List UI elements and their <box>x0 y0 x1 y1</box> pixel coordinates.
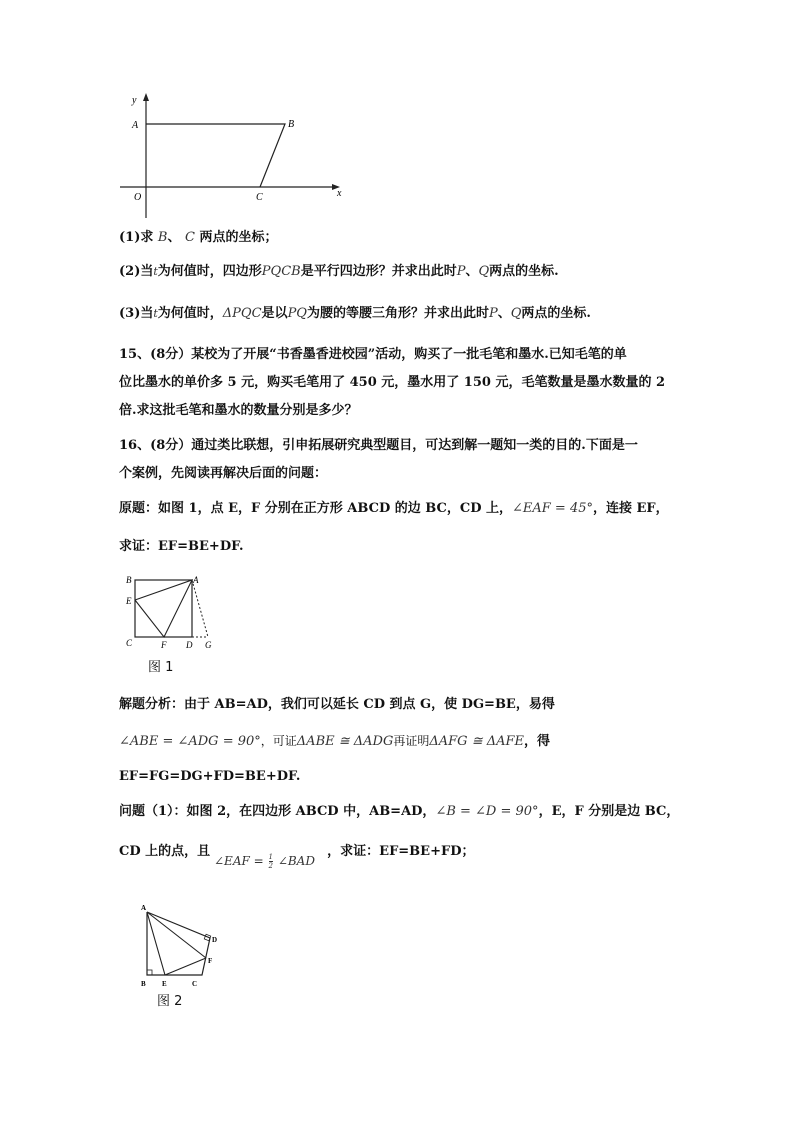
analysis-line-2: ∠ABE = ∠ADG = 90°，可证ΔABE ≅ ΔADG再证明ΔAFG ≅ ΔAFE，得 <box>119 734 551 749</box>
fig2-label-f: F <box>208 957 213 965</box>
segment-af <box>147 912 206 958</box>
figure-1 <box>120 572 220 654</box>
problem-16-line-2: 个案例，先阅读再解决后面的问题： <box>119 466 328 481</box>
fig1-label-g: G <box>205 640 212 650</box>
problem-16-line-1: 16、(8分）通过类比联想，引申拓展研究典型题目，可达到解一题知一类的目的.下面是一 <box>119 438 638 453</box>
label-c: C <box>256 192 263 203</box>
fig1-label-d: D <box>186 640 193 650</box>
problem-15-line-1: 15、(8分）某校为了开展“书香墨香进校园”活动，购买了一批毛笔和墨水.已知毛笔的单 <box>119 347 627 362</box>
fig2-label-a: A <box>141 904 147 912</box>
quadrilateral-oabc <box>146 124 285 187</box>
question-3: (3)当t为何值时，ΔPQC是以PQ为腰的等腰三角形？并求出此时P、Q两点的坐标. <box>119 306 591 321</box>
segment-ef <box>165 958 206 975</box>
angle-equation: ∠EAF = $\frac{1}{2}$ ∠BAD <box>214 853 315 870</box>
problem-1-line-2: CD 上的点，且 ，求证：EF=BE+FD； <box>119 844 475 859</box>
label-x: x <box>337 188 342 199</box>
fig1-label-c: C <box>126 638 133 648</box>
label-o: O <box>134 192 142 203</box>
question-2: (2)当t为何值时，四边形PQCB是平行四边形？并求出此时P、Q两点的坐标. <box>119 264 559 279</box>
fig1-label-e: E <box>126 596 132 606</box>
fig1-label-f: F <box>161 640 167 650</box>
figure-1-caption: 图 1 <box>148 660 174 675</box>
figure-2-caption: 图 2 <box>157 994 183 1009</box>
fig1-label-b: B <box>126 575 132 585</box>
figure-2 <box>135 900 245 995</box>
analysis-line-3: EF=FG=DG+FD=BE+DF. <box>119 769 301 784</box>
dashed-ag <box>192 580 208 637</box>
label-b: B <box>288 119 295 130</box>
right-angle-b <box>147 970 152 975</box>
square-abcd <box>135 580 192 637</box>
fig2-label-b: B <box>141 980 146 988</box>
question-1: (1)求 B、 C 两点的坐标； <box>119 230 278 245</box>
segment-ae <box>147 912 165 975</box>
coordinate-figure <box>115 90 355 225</box>
problem-16-line-3: 原题：如图 1，点 E，F 分别在正方形 ABCD 的边 BC，CD 上，∠EAF = 45°，连接 EF， <box>119 501 669 516</box>
label-y: y <box>132 95 137 106</box>
triangle-aef <box>135 580 192 637</box>
label-a: A <box>132 120 139 131</box>
analysis-line-1: 解题分析：由于 AB=AD，我们可以延长 CD 到点 G，使 DG=BE，易得 <box>119 697 555 712</box>
fig2-label-d: D <box>212 936 218 944</box>
fig1-label-a: A <box>193 575 199 585</box>
fig2-label-e: E <box>162 980 167 988</box>
y-axis-arrow <box>143 93 149 101</box>
problem-15-line-3: 倍.求这批毛笔和墨水的数量分别是多少？ <box>119 403 358 418</box>
problem-15-line-2: 位比墨水的单价多 5 元，购买毛笔用了 450 元，墨水用了 150 元，毛笔数量是墨水数量的 2 <box>119 375 666 390</box>
fig2-label-c: C <box>192 980 198 988</box>
problem-16-line-4: 求证：EF=BE+DF. <box>119 539 244 554</box>
problem-1-line-1: 问题（1）：如图 2，在四边形 ABCD 中，AB=AD，∠B = ∠D = 90°，E，F 分别是边 BC， <box>119 804 680 819</box>
